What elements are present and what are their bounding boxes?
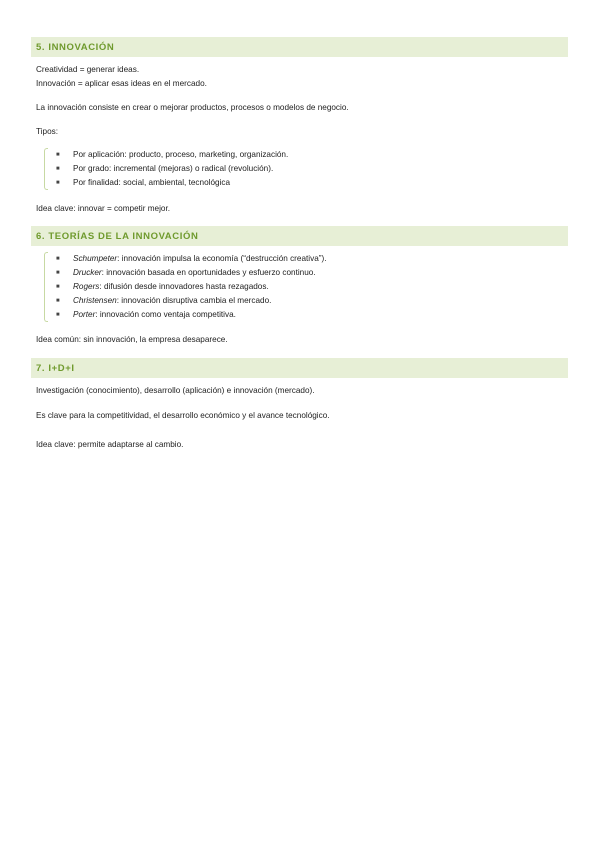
theorist-name: Christensen bbox=[73, 296, 117, 305]
section-6-heading bbox=[31, 226, 568, 246]
list-item bbox=[36, 280, 327, 294]
theory-text: : innovación como ventaja competitiva. bbox=[95, 310, 236, 319]
theory-text: : innovación disruptiva cambia el mercado. bbox=[116, 296, 272, 305]
theory-text: : innovación basada en oportunidades y esfuerzo continuo. bbox=[101, 268, 316, 277]
theory-text: : difusión desde innovadores hasta rezagados. bbox=[99, 282, 269, 291]
theorist-name: Rogers bbox=[73, 282, 100, 291]
bullet-icon: ■ bbox=[56, 152, 60, 158]
bullet-icon: ■ bbox=[56, 298, 60, 304]
list-item bbox=[36, 294, 327, 308]
section-7-heading bbox=[31, 358, 568, 378]
innovation-description: La innovación consiste en crear o mejorar productos, procesos o modelos de negocio. bbox=[36, 103, 349, 112]
theorist-name: Drucker bbox=[73, 268, 102, 277]
theories-list bbox=[36, 252, 327, 322]
bullet-icon: ■ bbox=[56, 166, 60, 172]
bullet-icon: ■ bbox=[56, 180, 60, 186]
types-label: Tipos: bbox=[36, 127, 58, 136]
innovation-definition: Innovación = aplicar esas ideas en el mercado. bbox=[36, 79, 207, 88]
theorist-name: Schumpeter bbox=[73, 254, 118, 263]
list-item bbox=[36, 252, 327, 266]
section-7-key-idea: Idea clave: permite adaptarse al cambio. bbox=[36, 440, 184, 449]
list-item bbox=[36, 308, 327, 322]
list-item bbox=[36, 176, 288, 190]
theory-text: : innovación impulsa la economía (“destrucción creativa”). bbox=[117, 254, 327, 263]
type-item-text: Por aplicación: producto, proceso, marketing, organización. bbox=[73, 150, 289, 159]
section-5-key-idea: Idea clave: innovar = competir mejor. bbox=[36, 204, 171, 213]
section-5-heading bbox=[31, 37, 568, 57]
bullet-icon: ■ bbox=[56, 284, 60, 290]
list-item bbox=[36, 148, 288, 162]
list-item bbox=[36, 162, 288, 176]
type-item-text: Por finalidad: social, ambiental, tecnológica bbox=[73, 178, 231, 187]
section-6-title: 6. TEORÍAS DE LA INNOVACIÓN bbox=[36, 230, 199, 242]
bullet-icon: ■ bbox=[56, 312, 60, 318]
bullet-icon: ■ bbox=[56, 256, 60, 262]
rdi-definition: Investigación (conocimiento), desarrollo (aplicación) e innovación (mercado). bbox=[36, 386, 315, 395]
section-7-title: 7. I+D+I bbox=[36, 362, 75, 374]
list-item bbox=[36, 266, 327, 280]
rdi-importance: Es clave para la competitividad, el desarrollo económico y el avance tecnológico. bbox=[36, 411, 330, 420]
section-5-title: 5. INNOVACIÓN bbox=[36, 41, 115, 53]
section-6-common-idea: Idea común: sin innovación, la empresa desaparece. bbox=[36, 335, 228, 344]
bullet-icon: ■ bbox=[56, 270, 60, 276]
creativity-definition: Creatividad = generar ideas. bbox=[36, 65, 140, 74]
type-item-text: Por grado: incremental (mejoras) o radical (revolución). bbox=[73, 164, 274, 173]
innovation-types-list bbox=[36, 148, 288, 190]
theorist-name: Porter bbox=[73, 310, 96, 319]
